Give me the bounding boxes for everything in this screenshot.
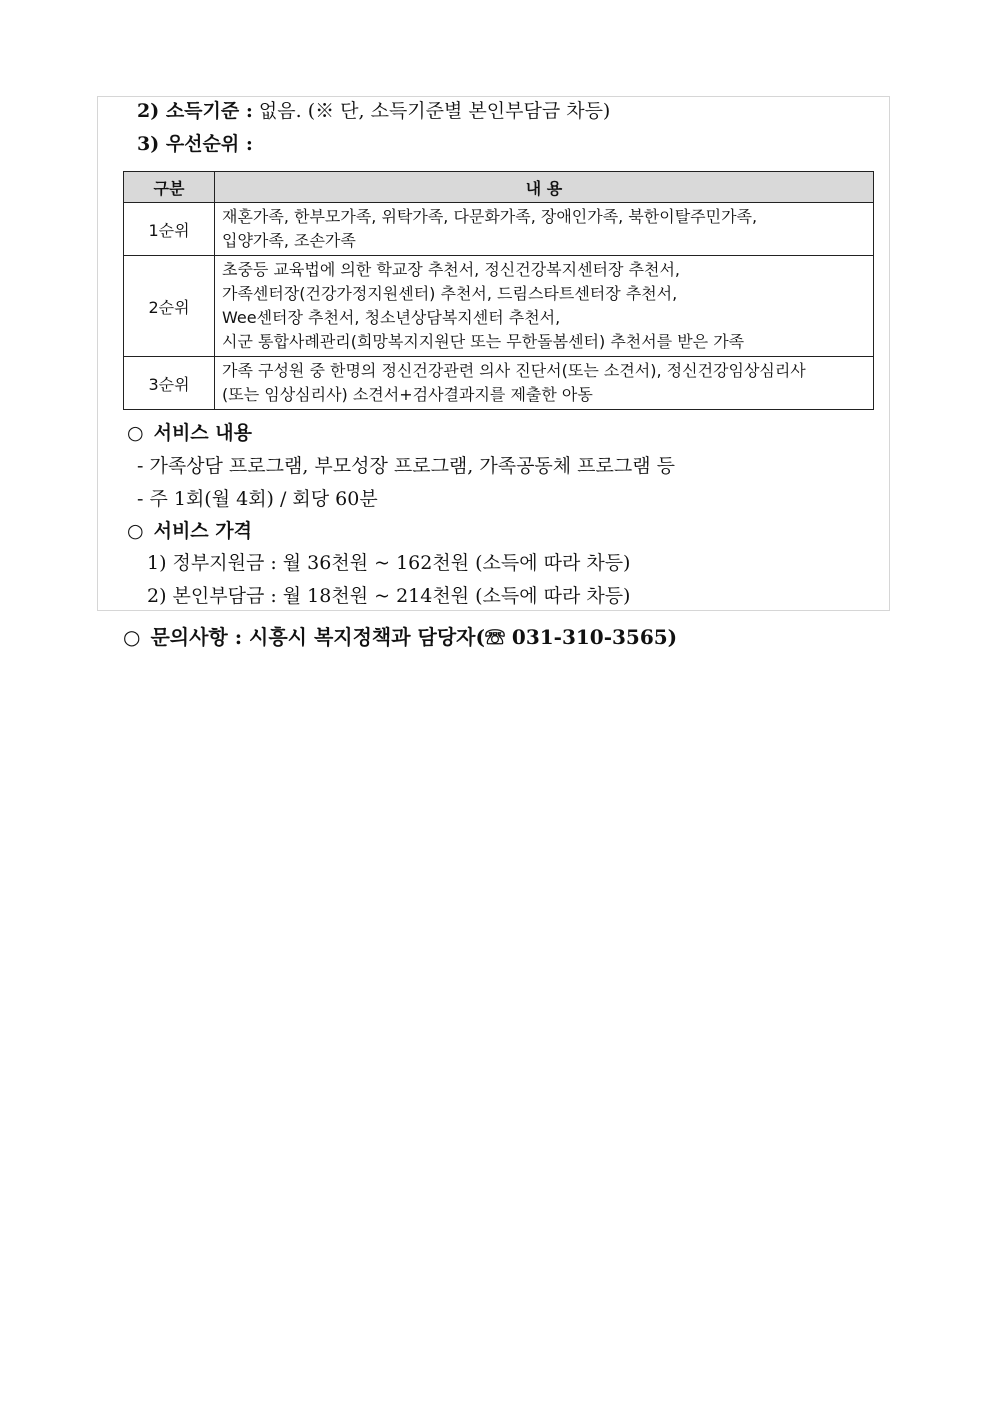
content-line: 초중등 교육법에 의한 학교장 추천서, 정신건강복지센터장 추천서, — [222, 260, 681, 279]
contact-line — [123, 623, 677, 651]
table-row — [124, 203, 874, 256]
content-cell — [215, 256, 874, 357]
content-line: 입양가족, 조손가족 — [222, 231, 356, 250]
service-content-heading — [127, 420, 252, 446]
content-cell — [215, 203, 874, 256]
priority-label: 3) 우선순위 : — [137, 133, 253, 155]
rank-cell: 3순위 — [124, 357, 215, 410]
circle-bullet-icon: ○ — [127, 422, 144, 444]
table-row — [124, 256, 874, 357]
table-header-row — [124, 172, 874, 203]
service-content-item: - 주 1회(월 4회) / 회당 60분 — [137, 488, 378, 510]
content-cell — [215, 357, 874, 410]
circle-bullet-icon: ○ — [123, 625, 141, 649]
service-content-title: 서비스 내용 — [153, 422, 252, 444]
table-row — [124, 357, 874, 410]
service-price-item: 1) 정부지원금 : 월 36천원 ~ 162천원 (소득에 따라 차등) — [147, 552, 631, 574]
header-content: 내 용 — [215, 172, 874, 203]
service-price-item: 2) 본인부담금 : 월 18천원 ~ 214천원 (소득에 따라 차등) — [147, 585, 631, 607]
circle-bullet-icon: ○ — [127, 520, 144, 542]
content-line: 가족 구성원 중 한명의 정신건강관련 의사 진단서(또는 소견서), 정신건강임상심리사 — [222, 361, 806, 380]
service-content-item: - 가족상담 프로그램, 부모성장 프로그램, 가족공동체 프로그램 등 — [137, 455, 675, 477]
content-line: (또는 임상심리사) 소견서+검사결과지를 제출한 아동 — [222, 385, 593, 404]
rank-cell: 1순위 — [124, 203, 215, 256]
content-line: 재혼가족, 한부모가족, 위탁가족, 다문화가족, 장애인가족, 북한이탈주민가족, — [222, 207, 758, 226]
income-criteria-label: 2) 소득기준 : — [137, 100, 253, 122]
content-line: 가족센터장(건강가정지원센터) 추천서, 드림스타트센터장 추천서, — [222, 284, 678, 303]
content-line: Wee센터장 추천서, 청소년상담복지센터 추천서, — [222, 308, 561, 327]
income-criteria-value: 없음. (※ 단, 소득기준별 본인부담금 차등) — [258, 100, 611, 122]
header-category: 구분 — [124, 172, 215, 203]
content-line: 시군 통합사례관리(희망복지지원단 또는 무한돌봄센터) 추천서를 받은 가족 — [222, 332, 745, 351]
priority-table — [123, 171, 874, 410]
income-criteria-line — [137, 98, 610, 124]
contact-text: 문의사항 : 시흥시 복지정책과 담당자(☏ 031-310-3565) — [150, 625, 678, 649]
service-price-title: 서비스 가격 — [153, 520, 252, 542]
rank-cell: 2순위 — [124, 256, 215, 357]
service-price-heading — [127, 518, 252, 544]
